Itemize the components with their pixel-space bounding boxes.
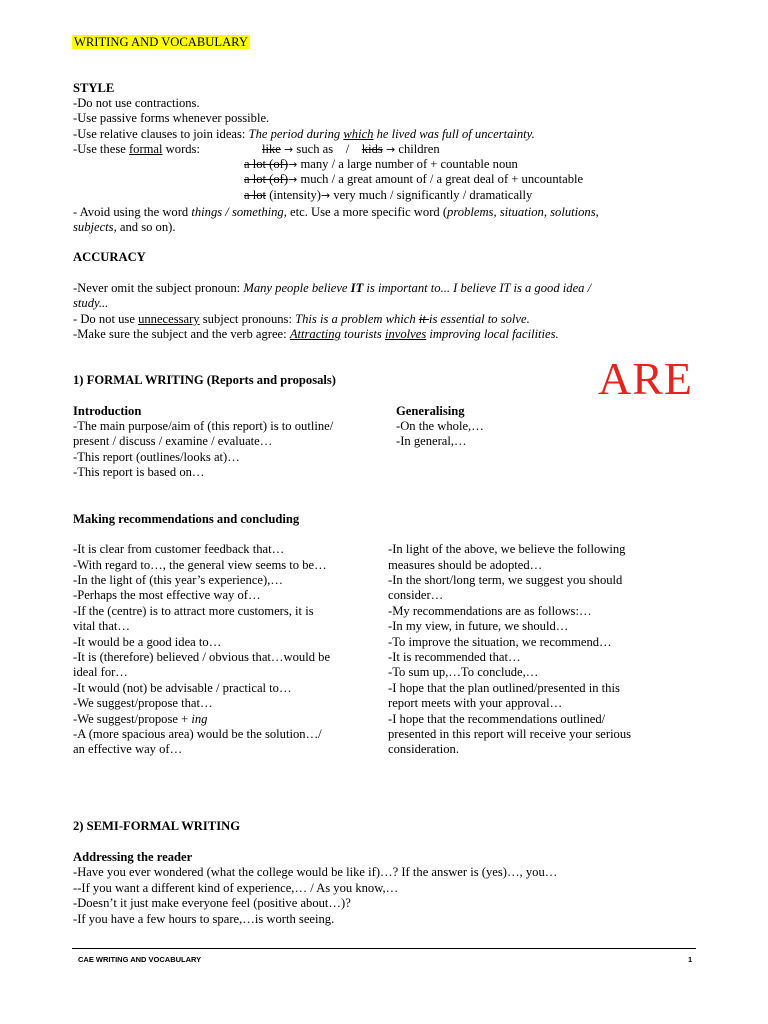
rec-left-line: -We suggest/propose that… (73, 696, 213, 710)
style-line-5: a lot (of)→ many / a large number of + countable noun (244, 157, 518, 171)
rec-right-line: -In light of the above, we believe the following (388, 542, 626, 556)
style-line-7: a lot (intensity)→ very much / significantly / dramatically (244, 188, 533, 202)
arrow-icon: → (320, 189, 331, 202)
rec-right-line: consider… (388, 588, 444, 602)
semi-line: -Have you ever wondered (what the college would be like if)…? If the answer is (yes)…, you… (73, 865, 558, 879)
rec-right-line: -My recommendations are as follows:… (388, 604, 592, 618)
accuracy-line-4: -Make sure the subject and the verb agree: Attracting tourists involves improving local facilities. (73, 327, 559, 341)
semi-formal-heading: 2) SEMI-FORMAL WRITING (73, 819, 240, 833)
style-line-6: a lot (of)→ much / a great amount of / a great deal of + uncountable (244, 172, 584, 186)
rec-left-line: -In the light of (this year’s experience),… (73, 573, 283, 587)
rec-left-line: -It is (therefore) believed / obvious that…would be (73, 650, 331, 664)
rec-left-line: -Perhaps the most effective way of… (73, 588, 261, 602)
addressing-reader-heading: Addressing the reader (73, 850, 193, 864)
semi-line: -If you have a few hours to spare,…is worth seeing. (73, 912, 335, 926)
rec-left-line: -It would (not) be advisable / practical to… (73, 681, 292, 695)
accuracy-heading: ACCURACY (73, 250, 146, 264)
rec-right-line: presented in this report will receive your serious (388, 727, 632, 741)
rec-left-line: vital that… (73, 619, 131, 633)
rec-right-line: -To sum up,…To conclude,… (388, 665, 539, 679)
rec-right-line: report meets with your approval… (388, 696, 563, 710)
intro-line: present / discuss / examine / evaluate… (73, 434, 273, 448)
generalising-line: -In general,… (396, 434, 467, 448)
arrow-icon: → (284, 143, 294, 156)
rec-right-line: -It is recommended that… (388, 650, 521, 664)
generalising-line: -On the whole,… (396, 419, 484, 433)
formal-writing-heading: 1) FORMAL WRITING (Reports and proposals) (73, 373, 336, 387)
rec-left-line: an effective way of… (73, 742, 183, 756)
page-number: 1 (688, 955, 693, 964)
intro-line: -This report (outlines/looks at)… (73, 450, 240, 464)
intro-line: -This report is based on… (73, 465, 205, 479)
rec-left-line: -It would be a good idea to… (73, 635, 222, 649)
accuracy-line-3: - Do not use unnecessary subject pronouns: This is a problem which it is essential to solve. (73, 312, 530, 326)
rec-right-line: -To improve the situation, we recommend… (388, 635, 612, 649)
generalising-heading: Generalising (396, 404, 465, 418)
style-line-4-words: like → such as / kids → children (262, 142, 440, 156)
rec-left-line: -With regard to…, the general view seems to be… (73, 558, 327, 572)
rec-right-line: -I hope that the plan outlined/presented in this (388, 681, 620, 695)
document-title: WRITING AND VOCABULARY (74, 35, 248, 49)
rec-left-line: -If the (centre) is to attract more customers, it is (73, 604, 314, 618)
semi-line: -Doesn’t it just make everyone feel (positive about…)? (73, 896, 351, 910)
rec-right-line: consideration. (388, 742, 459, 756)
rec-left-line: -We suggest/propose + ing (73, 712, 208, 726)
style-heading: STYLE (73, 81, 115, 95)
style-line-3: -Use relative clauses to join ideas: The period during which he lived was full of uncertainty. (73, 127, 535, 141)
rec-right-line: -I hope that the recommendations outlined/ (388, 712, 606, 726)
accuracy-line-1: -Never omit the subject pronoun: Many people believe IT is important to... I believe IT is a good idea / (73, 281, 592, 295)
semi-line: --If you want a different kind of experience,… / As you know,… (73, 881, 399, 895)
accuracy-line-2: study... (73, 296, 109, 310)
footer-rule (72, 948, 696, 949)
style-line-4: -Use these formal words: (73, 142, 200, 156)
intro-line: -The main purpose/aim of (this report) is to outline/ (73, 419, 334, 433)
style-line-9: subjects, and so on). (73, 220, 176, 234)
rec-left-line: ideal for… (73, 665, 128, 679)
style-line-1: -Do not use contractions. (73, 96, 200, 110)
footer-label: CAE WRITING AND VOCABULARY (78, 955, 202, 964)
style-line-8: - Avoid using the word things / something, etc. Use a more specific word (problems, situation, solutions, (73, 205, 599, 219)
style-line-2: -Use passive forms whenever possible. (73, 111, 270, 125)
introduction-heading: Introduction (73, 404, 142, 418)
rec-right-line: measures should be adopted… (388, 558, 543, 572)
are-stamp: ARE (598, 353, 693, 404)
arrow-icon: → (288, 173, 298, 186)
rec-right-line: -In the short/long term, we suggest you should (388, 573, 623, 587)
arrow-icon: → (288, 158, 298, 171)
rec-left-line: -It is clear from customer feedback that… (73, 542, 285, 556)
rec-left-line: -A (more spacious area) would be the solution…/ (73, 727, 322, 741)
arrow-icon: → (386, 143, 396, 156)
recommendations-heading: Making recommendations and concluding (73, 512, 300, 526)
rec-right-line: -In my view, in future, we should… (388, 619, 569, 633)
